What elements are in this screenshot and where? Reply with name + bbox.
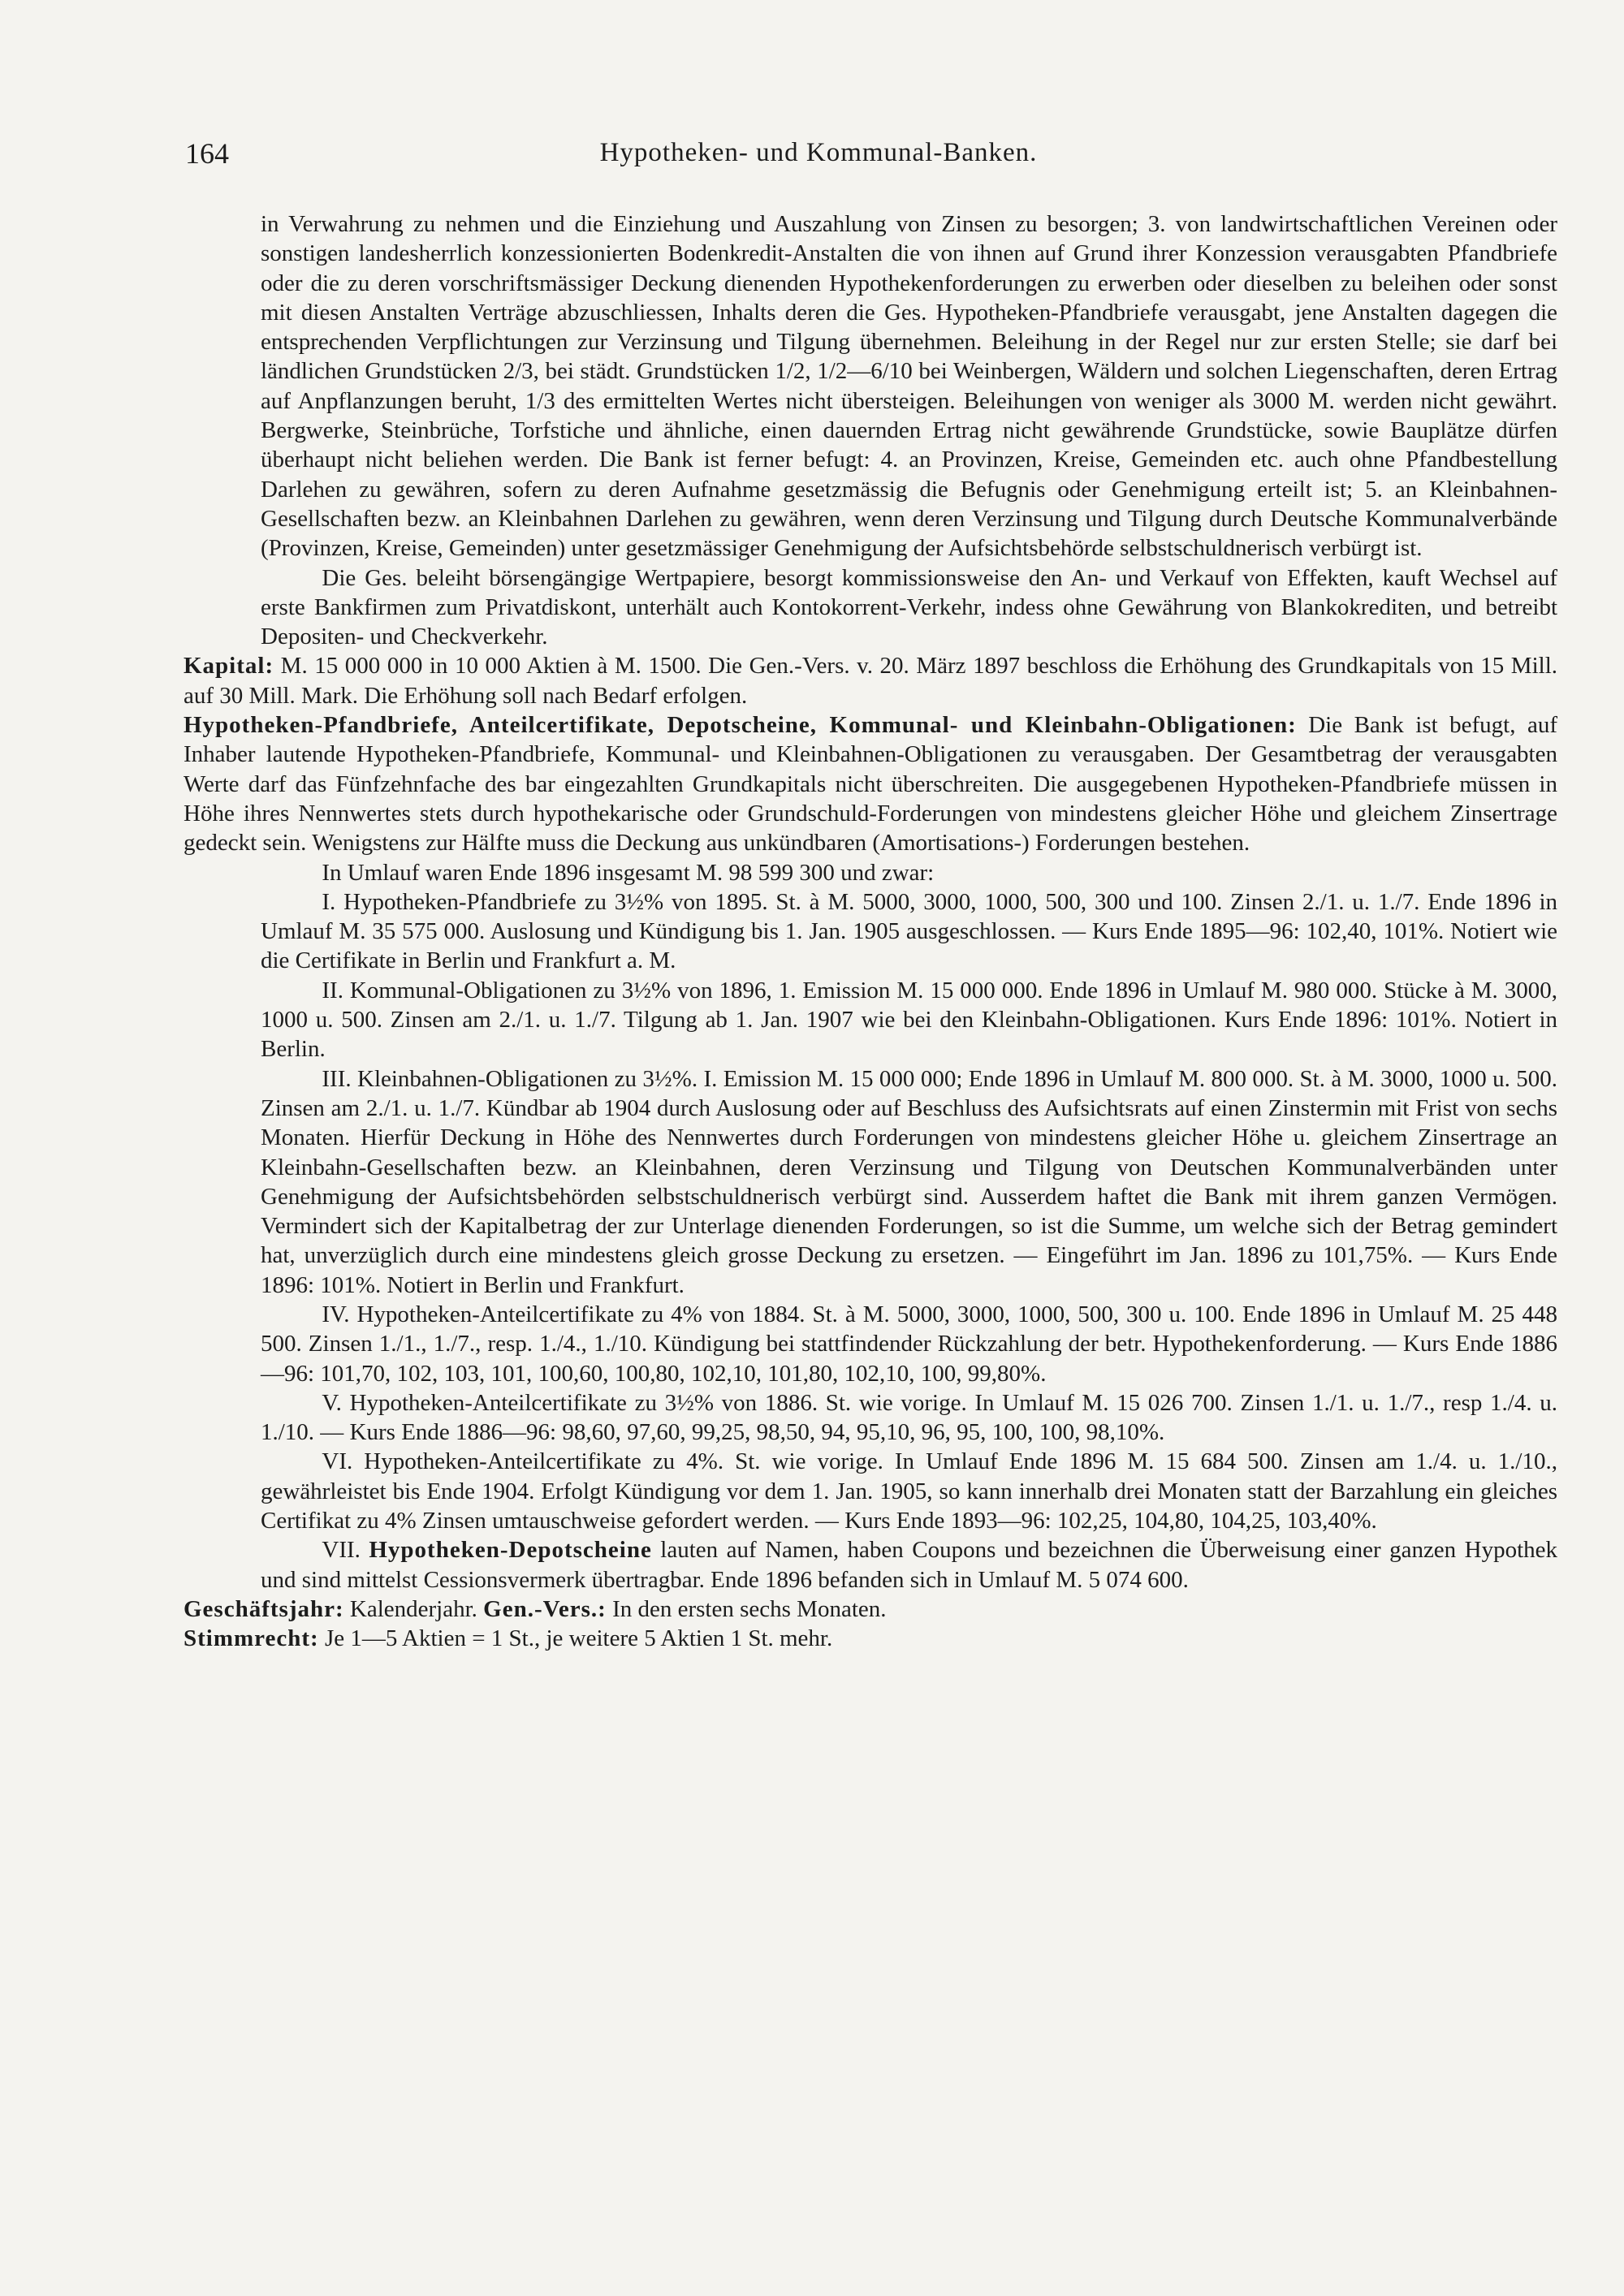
geschaeftsjahr-line [184,1595,1557,1624]
list-item: I. Hypotheken-Pfandbriefe zu 3½% von 1895. St. à M. 5000, 3000, 1000, 500, 300 und 100. Zinsen 2./1. u. 1./7. Ende 1896 in Umlauf M. 35 575 000. Auslosung und Kündigung bis 1. Jan. 1905 ausgeschlossen. — Kurs Ende 1895—96: 102,40, 101%. Notiert wie die Certifikate in Berlin und Frankfurt a. M. [261,888,1557,974]
running-title: Hypotheken- und Kommunal-Banken. [599,138,1038,167]
intro-paragraph: Die Ges. beleiht börsengängige Wertpapiere, besorgt kommissionsweise den An- und Verkauf von Effekten, kauft Wechsel auf erste Bankfirmen zum Privatdiskont, unterhält auch Kontokorrent-Verkehr, indess ohne Gewährung von Blankokrediten, und betreibt Depositen- und Checkverkehr. [261,564,1557,650]
list-item [261,1535,1557,1595]
section-text: M. 15 000 000 in 10 000 Aktien à M. 1500. Die Gen.-Vers. v. 20. März 1897 beschloss die Erhöhung des Grundkapitals von 15 Mill. auf 30 Mill. Mark. Die Erhöhung soll nach Bedarf erfolgen. [184,653,1558,709]
list-item: III. Kleinbahnen-Obligationen zu 3½%. I. Emission M. 15 000 000; Ende 1896 in Umlauf M. 800 000. St. à M. 3000, 1000 u. 500. Zinsen am 2./1. u. 1./7. Kündbar ab 1904 durch Auslosung oder auf Beschluss des Aufsichtsrats auf einen Zinstermin mit Frist von sechs Monaten. Hierfür Deckung in Höhe des Nennwertes durch Forderungen von mindestens gleicher Höhe u. gleichem Zinsertrage an Kleinbahn-Gesellschaften bezw. an Kleinbahnen, deren Verzinsung und Tilgung von Deutschen Kommunalverbänden unter Genehmigung der Aufsichtsbehörden selbstschuldnerisch verbürgt sind. Ausserdem haftet die Bank mit ihrem ganzen Vermögen. Vermindert sich der Kapitalbetrag der zur Unterlage dienenden Forderungen, so ist die Summe, um welche sich der Betrag gemindert hat, unverzüglich durch eine mindestens gleich grosse Deckung zu ersetzen. — Eingeführt im Jan. 1896 zu 101,75%. — Kurs Ende 1896: 101%. Notiert in Berlin und Frankfurt. [261,1065,1557,1298]
section-heading: Stimmrecht: [184,1625,319,1652]
section-heading: Hypotheken-Pfandbriefe, Anteilcertifikate, Depotscheine, Kommunal- und Kleinbahn-Obligationen: [184,712,1297,739]
section-heading: Gen.-Vers.: [483,1595,607,1622]
list-item: II. Kommunal-Obligationen zu 3½% von 1896, 1. Emission M. 15 000 000. Ende 1896 in Umlauf M. 980 000. Stücke à M. 3000, 1000 u. 500. Zinsen am 2./1. u. 1./7. Tilgung ab 1. Jan. 1907 wie bei den Kleinbahn-Obligationen. Kurs Ende 1896: 101%. Notiert in Berlin. [261,977,1557,1063]
item-lead: VII. [322,1537,361,1564]
stimmrecht-line [184,1624,1557,1653]
intro-paragraph: in Verwahrung zu nehmen und die Einziehung und Auszahlung von Zinsen zu besorgen; 3. von landwirtschaftlichen Vereinen oder sonstigen landesherrlich konzessionierten Bodenkredit-Anstalten die von ihnen auf Grund ihrer Konzession verausgabten Pfandbriefe oder die zu deren vorschriftsmässiger Deckung dienenden Hypothekenforderungen zu erwerben oder dieselben zu beleihen oder sonst mit diesen Anstalten Verträge abzuschliessen, Inhalts deren die Ges. Hypotheken-Pfandbriefe verausgabt, jene Anstalten dagegen die entsprechenden Verpflichtungen zur Verzinsung und Tilgung übernehmen. Beleihung in der Regel nur zur ersten Stelle; sie darf bei ländlichen Grundstücken 2/3, bei städt. Grundstücken 1/2, 1/2—6/10 bei Weinbergen, Wäldern und solchen Liegenschaften, deren Ertrag auf Anpflanzungen beruht, 1/3 des ermittelten Wertes nicht übersteigen. Beleihungen von weniger als 3000 M. werden nicht gewährt. Bergwerke, Steinbrüche, Torfstiche und ähnliche, einen dauernden Ertrag nicht gewährende Grundstücke, sowie Bauplätze dürfen überhaupt nicht beliehen werden. Die Bank ist ferner befugt: 4. an Provinzen, Kreise, Gemeinden etc. auch ohne Pfandbestellung Darlehen zu gewähren, sofern zu deren Aufnahme gesetzmässig die Befugnis oder Genehmigung erteilt ist; 5. an Kleinbahnen-Gesellschaften bezw. an Kleinbahnen Darlehen zu gewähren, wenn deren Verzinsung und Tilgung durch Deutsche Kommunalverbände (Provinzen, Kreise, Gemeinden) unter gesetzmässiger Genehmigung der Aufsichtsbehörde selbstschuldnerisch verbürgt ist. [261,211,1557,562]
page-number: 164 [185,137,229,170]
section-heading: Geschäftsjahr: [184,1595,344,1622]
pfandbriefe-details [184,858,1557,1595]
item-heading: Hypotheken-Depotscheine [369,1537,652,1564]
kapital-section [184,651,1557,710]
section-text: Die Bank ist befugt, auf Inhaber lautende Hypotheken-Pfandbriefe, Kommunal- und Kleinbahnen-Obligationen zu verausgaben. Der Gesamtbetrag der verausgabten Werte darf das Fünfzehnfache des bar eingezahlten Grundkapitals nicht überschreiten. Die ausgegebenen Hypotheken-Pfandbriefe müssen in Höhe ihres Nennwertes stets durch hypothekarische oder Grundschuld-Forderungen von mindestens gleicher Höhe und gleichem Zinsertrage gedeckt sein. Wenigstens zur Hälfte muss die Deckung aus unkündbaren (Amortisations-) Forderungen bestehen. [184,712,1557,857]
list-item: IV. Hypotheken-Anteilcertifikate zu 4% von 1884. St. à M. 5000, 3000, 1000, 500, 300 u. 100. Ende 1896 in Umlauf M. 25 448 500. Zinsen 1./1., 1./7., resp. 1./4., 1./10. Kündigung bei stattfindender Rückzahlung der betr. Hypothekenforderung. — Kurs Ende 1886—96: 101,70, 102, 103, 101, 100,60, 100,80, 102,10, 101,80, 102,10, 100, 99,80%. [261,1301,1557,1387]
section-text: Kalenderjahr. [349,1595,477,1622]
section-text: In den ersten sechs Monaten. [612,1595,887,1622]
intro-section [184,209,1557,651]
pfandbriefe-section [184,710,1557,857]
document-body [184,209,1557,1654]
list-item: VI. Hypotheken-Anteilcertifikate zu 4%. St. wie vorige. In Umlauf Ende 1896 M. 15 684 500. Zinsen am 1./4. u. 1./10., gewährleistet bis Ende 1904. Erfolgt Kündigung vor dem 1. Jan. 1905, so kann innerhalb drei Monaten statt der Barzahlung ein gleiches Certifikat zu 4% Zinsen umtauschweise gefordert werden. — Kurs Ende 1893—96: 102,25, 104,80, 104,25, 103,40%. [261,1448,1557,1534]
page-header [185,136,1452,172]
list-item: V. Hypotheken-Anteilcertifikate zu 3½% von 1886. St. wie vorige. In Umlauf M. 15 026 700. Zinsen 1./1. u. 1./7., resp 1./4. u. 1./10. — Kurs Ende 1886—96: 98,60, 97,60, 99,25, 98,50, 94, 95,10, 96, 95, 100, 100, 98,10%. [261,1389,1557,1446]
item-text: lauten auf Namen, haben Coupons und bezeichnen die Überweisung einer ganzen Hypothek und sind mittelst Cessionsvermerk übertragbar. Ende 1896 befanden sich in Umlauf M. 5 074 600. [261,1537,1558,1593]
section-heading: Kapital: [184,653,274,680]
umlauf-line: In Umlauf waren Ende 1896 insgesamt M. 98 599 300 und zwar: [322,859,935,886]
section-text: Je 1—5 Aktien = 1 St., je weitere 5 Aktien 1 St. mehr. [324,1625,833,1652]
